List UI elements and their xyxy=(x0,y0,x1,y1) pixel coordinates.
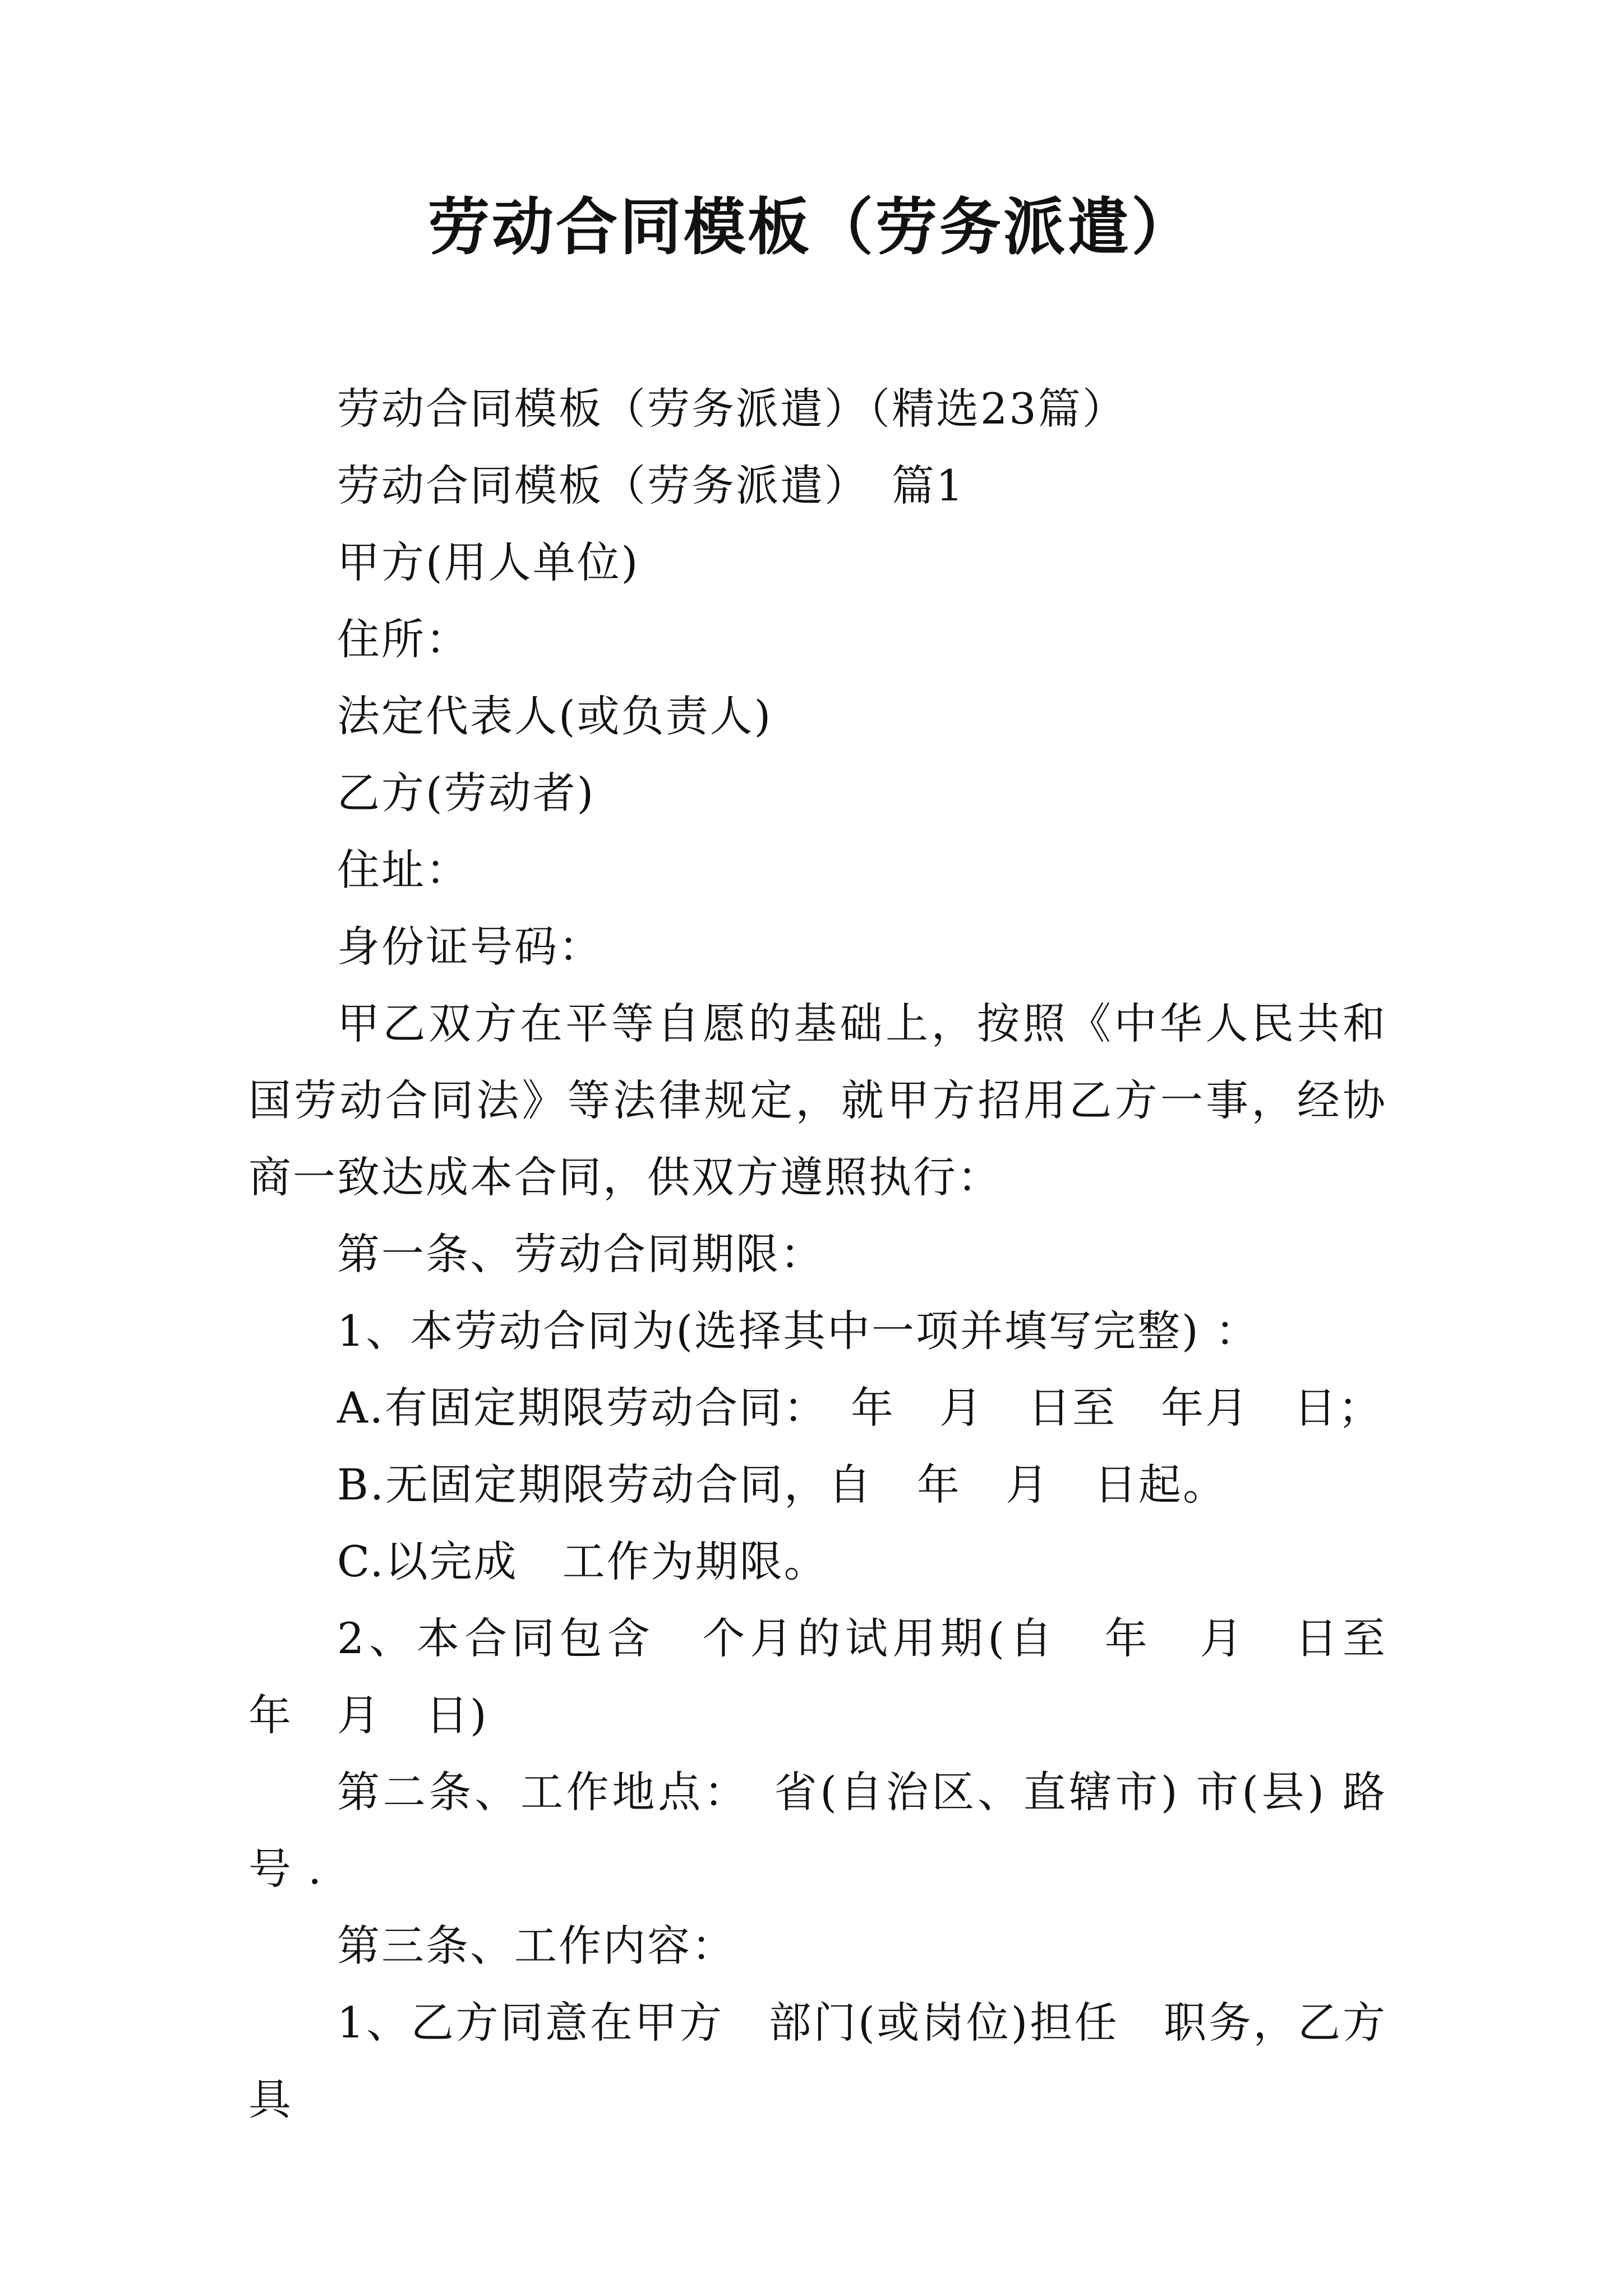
clause-1-item-1: 1、本劳动合同为(选择其中一项并填写完整) ： xyxy=(337,1306,1260,1356)
clause-1-option-a: A.有固定期限劳动合同： 年 月 日至 年月 日； xyxy=(337,1383,1383,1433)
clause-1-item-2: 2、本合同包含 个月的试用期(自 年 月 日至 年 月 日) xyxy=(248,1613,1431,1740)
document-body xyxy=(248,370,1431,2138)
legal-representative-label: 法定代表人(或负责人) xyxy=(337,691,773,741)
article-heading: 劳动合同模板（劳务派遣） 篇1 xyxy=(337,461,965,510)
clause-3-item-1: 1、乙方同意在甲方 部门(或岗位)担任 职务，乙方具 xyxy=(248,1998,1387,2124)
clause-1-option-c: C.以完成 工作为期限。 xyxy=(337,1536,828,1586)
id-number-label: 身份证号码： xyxy=(337,922,603,972)
preamble-paragraph: 甲乙双方在平等自愿的基础上，按照《中华人民共和国劳动合同法》等法律规定，就甲方招用乙方一事，经协商一致达成本合同，供双方遵照执行： xyxy=(248,999,1387,1202)
document-title: 劳动合同模板（劳务派遣） xyxy=(428,191,1195,263)
clause-3-heading: 第三条、工作内容： xyxy=(337,1921,736,1971)
party-b-address-label: 住址： xyxy=(337,845,470,895)
clause-1-option-b: B.无固定期限劳动合同，自 年 月 日起。 xyxy=(337,1460,1228,1510)
party-b-label: 乙方(劳动者) xyxy=(337,768,596,818)
clause-2-paragraph: 第二条、工作地点： 省(自治区、直辖市) 市(县) 路 号 . xyxy=(248,1767,1431,1894)
party-a-label: 甲方(用人单位) xyxy=(337,537,640,587)
party-a-address-label: 住所： xyxy=(337,614,470,664)
collection-heading: 劳动合同模板（劳务派遣）（精选23篇） xyxy=(337,384,1127,434)
clause-1-heading: 第一条、劳动合同期限： xyxy=(337,1229,824,1279)
